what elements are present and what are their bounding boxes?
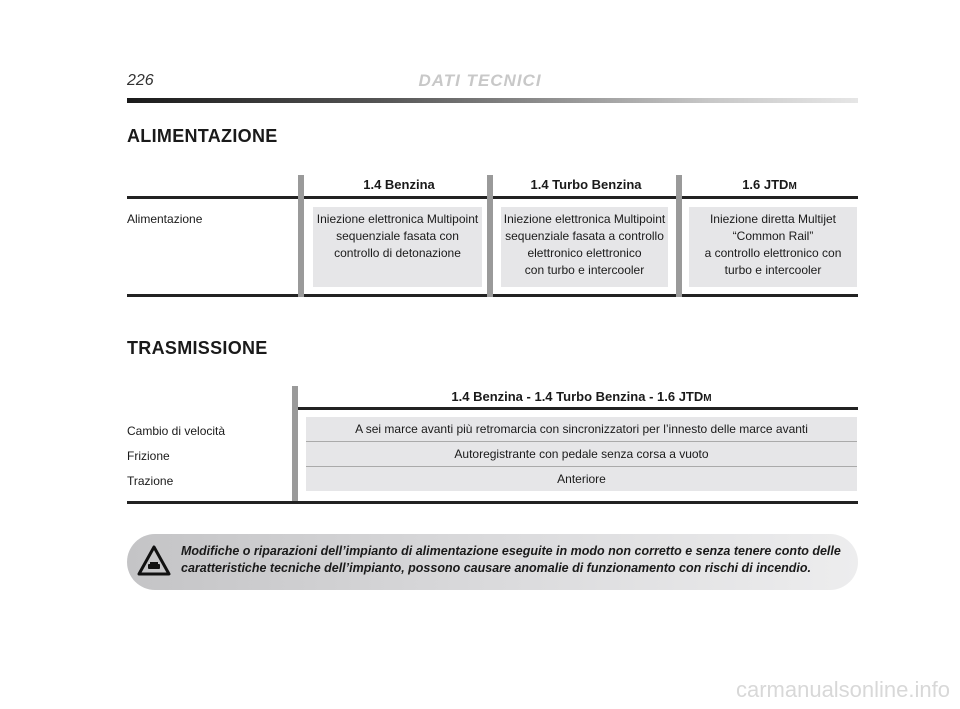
section-title-trasmissione: TRASMISSIONE (127, 338, 268, 358)
row-label-alimentazione: Alimentazione (127, 212, 203, 226)
column-divider (292, 386, 298, 501)
column-divider (487, 175, 493, 297)
column-header-1-6-jtdm: 1.6 JTDM (742, 177, 797, 192)
row-label-trazione: Trazione (127, 474, 174, 488)
cell-1-4-turbo-benzina: Iniezione elettronica Multipoint sequenziale fasata a controllo elettronico elettronico con turbo e intercooler (501, 207, 668, 287)
table-row: Autoregistrante con pedale senza corsa a vuoto (306, 442, 857, 466)
column-divider (298, 175, 304, 297)
table-row: A sei marce avanti più retromarcia con sincronizzatori per l’innesto delle marce avanti (306, 417, 857, 441)
header-rule (127, 98, 858, 103)
page-header-title: DATI TECNICI (418, 71, 542, 90)
warning-triangle-icon (137, 545, 171, 582)
cell-1-6-jtdm: Iniezione diretta Multijet “Common Rail” a controllo elettronico con turbo e intercooler (689, 207, 857, 287)
watermark: carmanualsonline.info (735, 677, 950, 702)
warning-text: Modifiche o riparazioni dell’impianto di alimentazione eseguite in modo non corretto e senza tenere conto delle caratteristiche tecniche dell’impianto, possono causare anomalie di funzionamento con rischi di incendio. (181, 544, 841, 575)
column-divider (676, 175, 682, 297)
row-label-cambio: Cambio di velocità (127, 424, 226, 438)
column-header-1-4-turbo-benzina: 1.4 Turbo Benzina (530, 177, 642, 192)
table-header-rule (298, 407, 858, 410)
page-number: 226 (127, 72, 154, 89)
section-title-alimentazione: ALIMENTAZIONE (127, 126, 278, 146)
column-header-1-4-benzina: 1.4 Benzina (363, 177, 435, 192)
column-header-all-engines: 1.4 Benzina - 1.4 Turbo Benzina - 1.6 JTDM (451, 389, 712, 404)
row-label-frizione: Frizione (127, 449, 170, 463)
table-row: Anteriore (306, 467, 857, 491)
cell-1-4-benzina: Iniezione elettronica Multipoint sequenziale fasata con controllo di detonazione (313, 207, 482, 287)
table-bottom-rule (127, 501, 858, 504)
